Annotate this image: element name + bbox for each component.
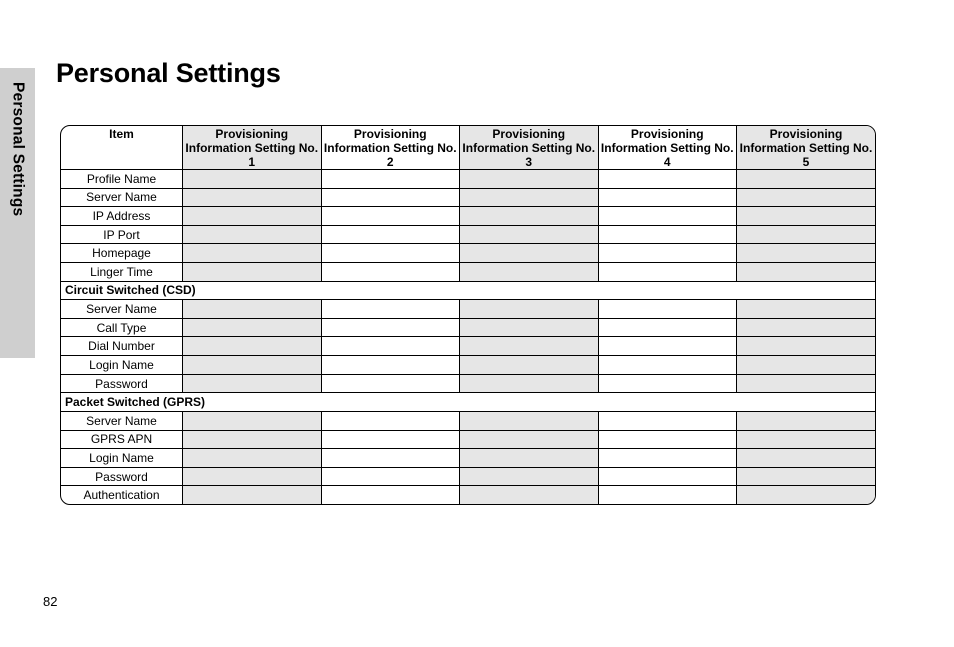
setting-2-cell <box>321 337 460 356</box>
setting-1-cell <box>183 356 322 375</box>
setting-4-cell <box>598 486 737 504</box>
setting-1-cell <box>183 188 322 207</box>
table-row <box>61 430 875 449</box>
setting-3-cell <box>460 467 599 486</box>
setting-4-cell <box>598 318 737 337</box>
page-title: Personal Settings <box>56 58 281 88</box>
setting-1-cell <box>183 207 322 226</box>
setting-4-cell <box>598 244 737 263</box>
row-label: Homepage <box>61 244 183 263</box>
setting-2-cell <box>321 411 460 430</box>
setting-4-cell <box>598 300 737 319</box>
side-tab-label: Personal Settings <box>9 82 27 217</box>
setting-4-cell <box>598 374 737 393</box>
header-setting-4: Provisioning Information Setting No. 4 <box>598 126 737 170</box>
setting-1-cell <box>183 225 322 244</box>
setting-1-cell <box>183 486 322 504</box>
setting-4-cell <box>598 225 737 244</box>
setting-2-cell <box>321 188 460 207</box>
setting-2-cell <box>321 263 460 282</box>
setting-5-cell <box>737 449 876 468</box>
setting-1-cell <box>183 430 322 449</box>
row-label: Login Name <box>61 356 183 375</box>
section-label: Packet Switched (GPRS) <box>61 393 875 412</box>
setting-3-cell <box>460 318 599 337</box>
setting-1-cell <box>183 337 322 356</box>
header-setting-5: Provisioning Information Setting No. 5 <box>737 126 876 170</box>
setting-1-cell <box>183 244 322 263</box>
setting-1-cell <box>183 411 322 430</box>
setting-2-cell <box>321 207 460 226</box>
table-row <box>61 300 875 319</box>
row-label: Login Name <box>61 449 183 468</box>
setting-2-cell <box>321 374 460 393</box>
setting-1-cell <box>183 300 322 319</box>
setting-4-cell <box>598 207 737 226</box>
setting-4-cell <box>598 411 737 430</box>
setting-3-cell <box>460 244 599 263</box>
table-row <box>61 337 875 356</box>
header-item: Item <box>61 126 183 170</box>
setting-2-cell <box>321 300 460 319</box>
row-label: Password <box>61 374 183 393</box>
setting-3-cell <box>460 449 599 468</box>
setting-5-cell <box>737 188 876 207</box>
settings-table <box>60 125 876 505</box>
setting-5-cell <box>737 263 876 282</box>
row-label: Profile Name <box>61 170 183 189</box>
setting-3-cell <box>460 430 599 449</box>
setting-5-cell <box>737 207 876 226</box>
setting-5-cell <box>737 486 876 504</box>
setting-5-cell <box>737 318 876 337</box>
setting-2-cell <box>321 449 460 468</box>
side-tab <box>0 68 35 358</box>
row-label: IP Port <box>61 225 183 244</box>
setting-5-cell <box>737 244 876 263</box>
setting-4-cell <box>598 467 737 486</box>
setting-4-cell <box>598 430 737 449</box>
row-label: Dial Number <box>61 337 183 356</box>
setting-4-cell <box>598 449 737 468</box>
setting-4-cell <box>598 337 737 356</box>
row-label: Password <box>61 467 183 486</box>
setting-5-cell <box>737 170 876 189</box>
setting-1-cell <box>183 467 322 486</box>
setting-3-cell <box>460 374 599 393</box>
side-tab-label-wrap <box>0 68 35 358</box>
table-row <box>61 225 875 244</box>
setting-5-cell <box>737 430 876 449</box>
header-setting-2: Provisioning Information Setting No. 2 <box>321 126 460 170</box>
setting-1-cell <box>183 374 322 393</box>
table-row <box>61 486 875 504</box>
table-body <box>61 170 875 505</box>
setting-4-cell <box>598 170 737 189</box>
table-row <box>61 263 875 282</box>
setting-1-cell <box>183 263 322 282</box>
setting-2-cell <box>321 318 460 337</box>
setting-2-cell <box>321 430 460 449</box>
section-row <box>61 393 875 412</box>
setting-3-cell <box>460 337 599 356</box>
setting-2-cell <box>321 356 460 375</box>
table-row <box>61 411 875 430</box>
row-label: Authentication <box>61 486 183 504</box>
row-label: GPRS APN <box>61 430 183 449</box>
setting-3-cell <box>460 411 599 430</box>
setting-5-cell <box>737 411 876 430</box>
setting-4-cell <box>598 356 737 375</box>
section-label: Circuit Switched (CSD) <box>61 281 875 300</box>
section-row <box>61 281 875 300</box>
table-header-row <box>61 126 875 170</box>
setting-4-cell <box>598 188 737 207</box>
row-label: Server Name <box>61 300 183 319</box>
table-row <box>61 318 875 337</box>
setting-2-cell <box>321 225 460 244</box>
setting-2-cell <box>321 486 460 504</box>
table-row <box>61 449 875 468</box>
setting-5-cell <box>737 300 876 319</box>
setting-5-cell <box>737 467 876 486</box>
setting-3-cell <box>460 263 599 282</box>
row-label: Linger Time <box>61 263 183 282</box>
setting-3-cell <box>460 356 599 375</box>
setting-3-cell <box>460 207 599 226</box>
setting-3-cell <box>460 188 599 207</box>
setting-2-cell <box>321 244 460 263</box>
setting-3-cell <box>460 300 599 319</box>
setting-5-cell <box>737 356 876 375</box>
table-row <box>61 244 875 263</box>
setting-3-cell <box>460 486 599 504</box>
table-row <box>61 356 875 375</box>
setting-5-cell <box>737 337 876 356</box>
row-label: Call Type <box>61 318 183 337</box>
table-row <box>61 467 875 486</box>
setting-3-cell <box>460 170 599 189</box>
setting-5-cell <box>737 225 876 244</box>
setting-1-cell <box>183 318 322 337</box>
setting-1-cell <box>183 449 322 468</box>
table-row <box>61 188 875 207</box>
row-label: Server Name <box>61 188 183 207</box>
table-row <box>61 170 875 189</box>
setting-2-cell <box>321 467 460 486</box>
setting-1-cell <box>183 170 322 189</box>
page-number: 82 <box>43 594 58 609</box>
setting-4-cell <box>598 263 737 282</box>
row-label: Server Name <box>61 411 183 430</box>
table-row <box>61 374 875 393</box>
setting-3-cell <box>460 225 599 244</box>
header-setting-3: Provisioning Information Setting No. 3 <box>460 126 599 170</box>
setting-5-cell <box>737 374 876 393</box>
header-setting-1: Provisioning Information Setting No. 1 <box>183 126 322 170</box>
table-row <box>61 207 875 226</box>
row-label: IP Address <box>61 207 183 226</box>
setting-2-cell <box>321 170 460 189</box>
